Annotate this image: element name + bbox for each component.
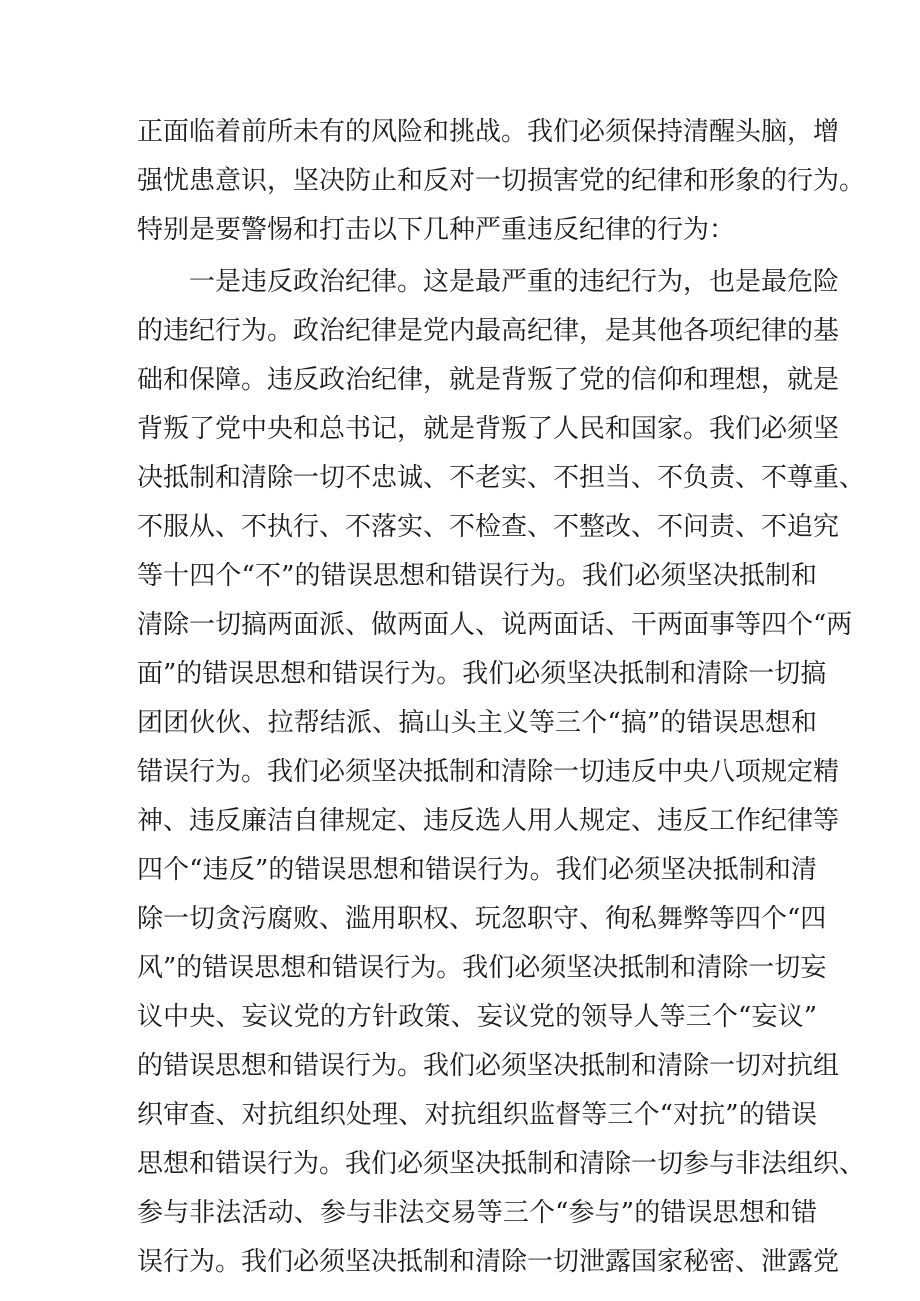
text-line: 的违纪行为。政治纪律是党内最高纪律，是其他各项纪律的基 bbox=[137, 316, 840, 346]
text-line: 错误行为。我们必须坚决抵制和清除一切违反中央八项规定精 bbox=[137, 757, 840, 787]
text-line: 织审查、对抗组织处理、对抗组织监督等三个“对抗”的错误 bbox=[137, 1100, 817, 1130]
text-line: 清除一切搞两面派、做两面人、说两面话、干两面事等四个“两 bbox=[137, 610, 853, 640]
text-line: 除一切贪污腐败、滥用职权、玩忽职守、徇私舞弊等四个“四 bbox=[137, 904, 827, 934]
text-line: 议中央、妄议党的方针政策、妄议党的领导人等三个“妄议” bbox=[137, 1002, 817, 1032]
text-line: 等十四个“不”的错误思想和错误行为。我们必须坚决抵制和 bbox=[137, 561, 817, 591]
text-line: 的错误思想和错误行为。我们必须坚决抵制和清除一切对抗组 bbox=[137, 1051, 840, 1081]
text-line: 决抵制和清除一切不忠诚、不老实、不担当、不负责、不尊重、 bbox=[137, 463, 866, 493]
text-line: 础和保障。违反政治纪律，就是背叛了党的信仰和理想，就是 bbox=[137, 365, 840, 395]
text-line: 风”的错误思想和错误行为。我们必须坚决抵制和清除一切妄 bbox=[137, 953, 827, 983]
text-line: 背叛了党中央和总书记，就是背叛了人民和国家。我们必须坚 bbox=[137, 414, 840, 444]
text-line: 不服从、不执行、不落实、不检查、不整改、不问责、不追究 bbox=[137, 512, 840, 542]
text-line: 误行为。我们必须坚决抵制和清除一切泄露国家秘密、泄露党 bbox=[137, 1247, 840, 1277]
text-line: 面”的错误思想和错误行为。我们必须坚决抵制和清除一切搞 bbox=[137, 659, 827, 689]
text-line: 参与非法活动、参与非法交易等三个“参与”的错误思想和错 bbox=[137, 1198, 817, 1228]
text-line: 特别是要警惕和打击以下几种严重违反纪律的行为： bbox=[137, 215, 736, 245]
text-line: 强忧患意识，坚决防止和反对一切损害党的纪律和形象的行为。 bbox=[137, 166, 866, 196]
text-line: 神、违反廉洁自律规定、违反选人用人规定、违反工作纪律等 bbox=[137, 806, 840, 836]
text-line: 四个“违反”的错误思想和错误行为。我们必须坚决抵制和清 bbox=[137, 855, 817, 885]
text-line: 团团伙伙、拉帮结派、搞山头主义等三个“搞”的错误思想和 bbox=[137, 708, 817, 738]
text-line: 正面临着前所未有的风险和挑战。我们必须保持清醒头脑，增 bbox=[137, 117, 840, 147]
paragraph-first-line: 一是违反政治纪律。这是最严重的违纪行为，也是最危险 bbox=[189, 267, 840, 297]
text-line: 思想和错误行为。我们必须坚决抵制和清除一切参与非法组织、 bbox=[137, 1149, 866, 1179]
